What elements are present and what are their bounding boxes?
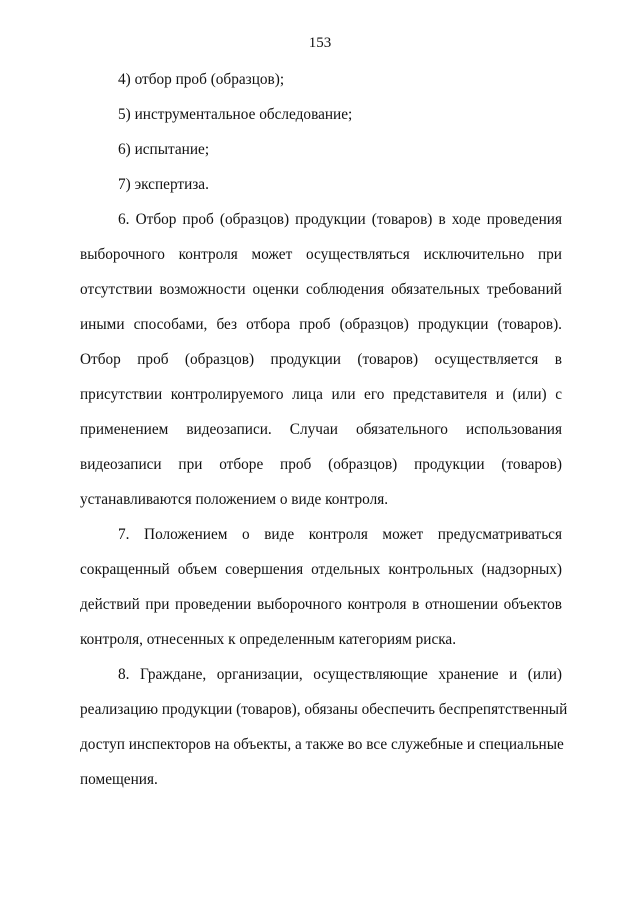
paragraph-6-line: видеозаписи при отборе проб (образцов) продукции (товаров) bbox=[80, 456, 562, 473]
paragraph-6-line: выборочного контроля может осуществляться исключительно при bbox=[80, 246, 562, 263]
paragraph-6-line: Отбор проб (образцов) продукции (товаров) осуществляется в bbox=[80, 351, 562, 368]
paragraph-8-line: 8. Граждане, организации, осуществляющие хранение и (или) bbox=[118, 666, 562, 683]
paragraph-6-line: присутствии контролируемого лица или его представителя и (или) с bbox=[80, 386, 562, 403]
list-item-5: 5) инструментальное обследование; bbox=[118, 106, 353, 123]
paragraph-7-line: действий при проведении выборочного контроля в отношении объектов bbox=[80, 596, 562, 613]
paragraph-6-line: применением видеозаписи. Случаи обязательного использования bbox=[80, 421, 562, 438]
list-item-6: 6) испытание; bbox=[118, 141, 210, 158]
paragraph-7-line: контроля, отнесенных к определенным категориям риска. bbox=[80, 631, 457, 648]
page-number: 153 bbox=[308, 35, 332, 51]
paragraph-7-line: сокращенный объем совершения отдельных контрольных (надзорных) bbox=[80, 561, 562, 578]
paragraph-8-line: реализацию продукции (товаров), обязаны обеспечить беспрепятственный bbox=[80, 701, 568, 718]
paragraph-8-line: помещения. bbox=[80, 771, 158, 788]
paragraph-6-line: устанавливаются положением о виде контроля. bbox=[80, 491, 389, 508]
paragraph-7-line: 7. Положением о виде контроля может предусматриваться bbox=[118, 526, 562, 543]
list-item-7: 7) экспертиза. bbox=[118, 176, 209, 193]
paragraph-6-line: отсутствии возможности оценки соблюдения обязательных требований bbox=[80, 281, 562, 298]
paragraph-8-line: доступ инспекторов на объекты, а также во все служебные и специальные bbox=[80, 736, 564, 753]
paragraph-6-line: иными способами, без отбора проб (образцов) продукции (товаров). bbox=[80, 316, 562, 333]
paragraph-6-line: 6. Отбор проб (образцов) продукции (товаров) в ходе проведения bbox=[118, 211, 562, 228]
list-item-4: 4) отбор проб (образцов); bbox=[118, 71, 285, 88]
